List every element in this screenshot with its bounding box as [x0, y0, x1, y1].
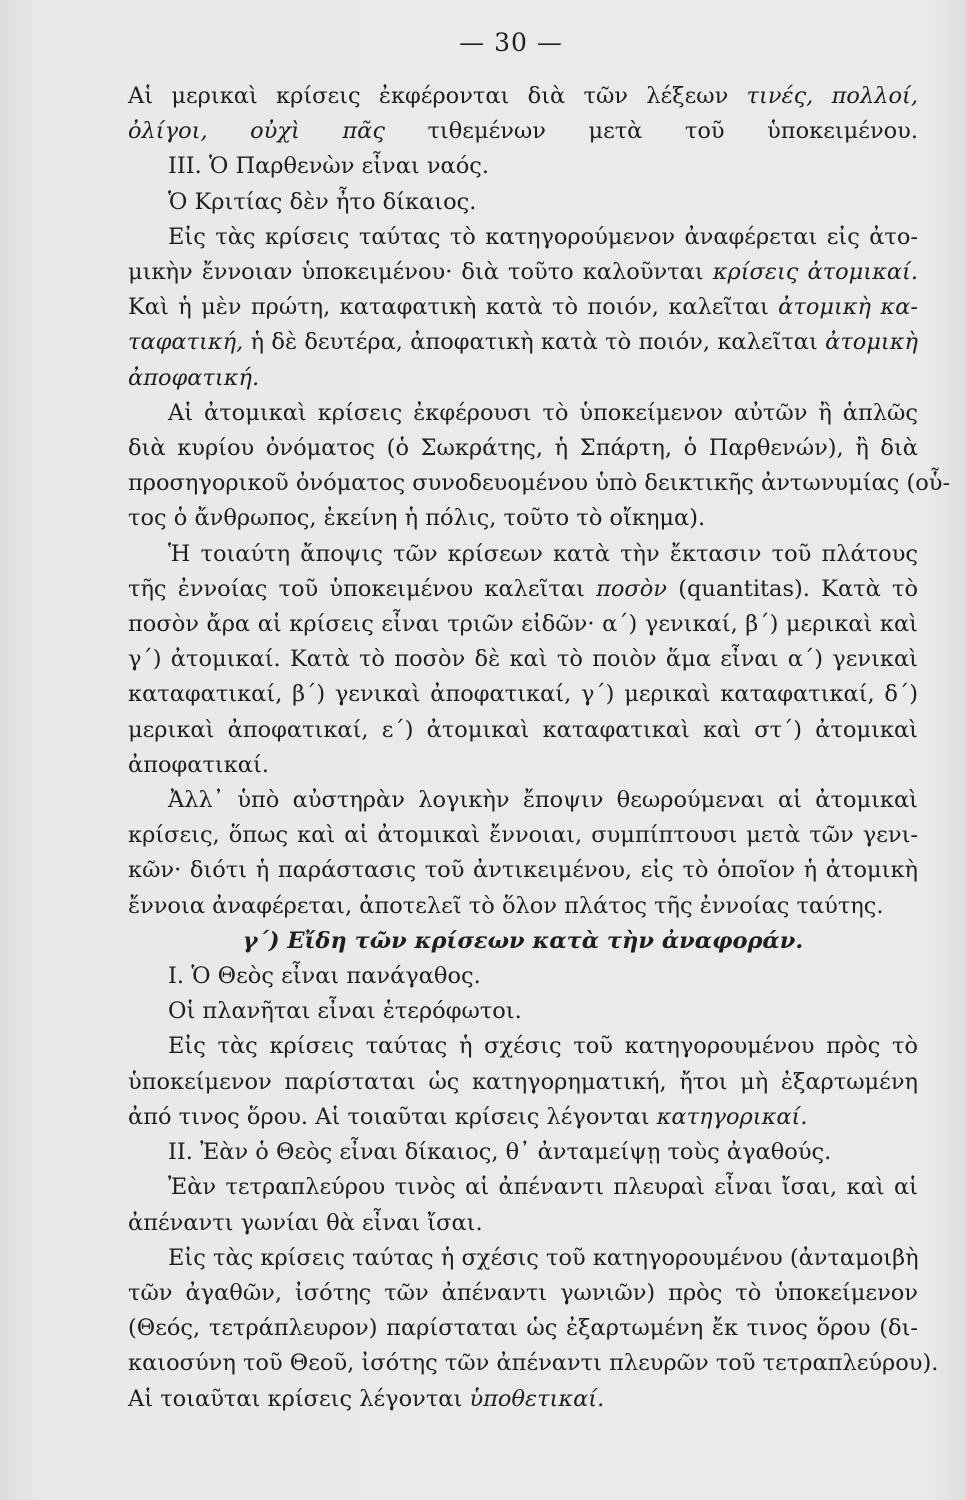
- text-line: [128, 466, 951, 501]
- text-segment: Οἱ πλανῆται εἶναι ἑτερόφωτοι.: [168, 998, 522, 1025]
- text-line: [128, 1311, 918, 1346]
- text-line: [128, 220, 918, 255]
- section-heading: [128, 924, 918, 959]
- text-segment: ἀτομικὴ: [825, 329, 918, 356]
- text-segment: Εἰς τὰς κρίσεις ταύτας ἡ σχέσις τοῦ κατηγορουμένου (ἀνταμοιβὴ: [168, 1244, 919, 1271]
- text-segment: μερικαὶ ἀποφατικαί, ε΄) ἀτομικαὶ καταφατικαὶ καὶ στ΄) ἀτομικαὶ: [128, 716, 918, 743]
- text-segment: Καὶ ἡ μὲν πρώτη, καταφατικὴ κατὰ τὸ ποιόν, καλεῖται: [128, 294, 779, 321]
- text-segment: καιοσύνη τοῦ Θεοῦ, ἰσότης τῶν ἀπέναντι πλευρῶν τοῦ τετραπλεύρου).: [128, 1350, 939, 1377]
- text-segment: Εἰς τὰς κρίσεις ταύτας τὸ κατηγορούμενον ἀναφέρεται εἰς ἀτο-: [168, 223, 918, 250]
- text-line: [128, 1029, 918, 1064]
- text-segment: Ὁ Κριτίας δὲν ἦτο δίκαιος.: [168, 188, 477, 215]
- text-segment: τῶν ἀγαθῶν, ἰσότης τῶν ἀπέναντι γωνιῶν) πρὸς τὸ ὑποκείμενον: [128, 1279, 918, 1306]
- text-segment: γ΄) Εἴδη τῶν κρίσεων κατὰ τὴν ἀναφοράν.: [242, 927, 804, 954]
- text-segment: ὀλίγοι, οὐχὶ πᾶς: [128, 118, 385, 145]
- text-line: [128, 889, 918, 924]
- text-line: [128, 959, 918, 994]
- text-segment: μικὴν ἔννοιαν ὑποκειμένου· διὰ τοῦτο καλοῦνται: [128, 259, 713, 286]
- text-segment: κρίσεις, ὅπως καὶ αἱ ἀτομικαὶ ἔννοιαι, συμπίπτουσι μετὰ τῶν γενι-: [128, 822, 918, 849]
- text-segment: (quantitas). Κατὰ τὸ: [666, 575, 919, 602]
- text-segment: I. Ὁ Θεὸς εἶναι πανάγαθος.: [168, 963, 481, 990]
- text-segment: Ἡ τοιαύτη ἄποψις τῶν κρίσεων κατὰ τὴν ἔκτασιν τοῦ πλάτους: [168, 540, 918, 567]
- text-line: [128, 1276, 918, 1311]
- text-segment: ἡ δὲ δευτέρα, ἀποφατικὴ κατὰ τὸ ποιόν, καλεῖται: [243, 329, 826, 356]
- text-line: [128, 1206, 918, 1241]
- text-line: [128, 1135, 918, 1170]
- text-segment: κατηγορικαί.: [656, 1103, 808, 1130]
- text-line: [128, 818, 918, 853]
- text-segment: τιθεμένων μετὰ τοῦ ὑποκειμένου.: [384, 118, 919, 145]
- text-line: [128, 290, 918, 325]
- text-line: [128, 501, 918, 536]
- text-segment: τῆς ἐννοίας τοῦ ὑποκειμένου καλεῖται: [128, 575, 597, 602]
- text-line: [128, 572, 918, 607]
- text-line: [128, 1346, 939, 1381]
- body-text: [128, 79, 951, 1417]
- text-segment: ὑποθετικαί.: [469, 1385, 605, 1412]
- text-segment: ποσὸν: [596, 575, 667, 602]
- text-line: [128, 677, 918, 712]
- text-line: [128, 1100, 918, 1135]
- text-line: [128, 642, 918, 677]
- text-segment: ποσὸν ἄρα αἱ κρίσεις εἶναι τριῶν εἰδῶν· α΄) γενικαί, β΄) μερικαὶ καὶ: [128, 611, 918, 638]
- text-segment: κῶν· διότι ἡ παράστασις τοῦ ἀντικειμένου, εἰς τὸ ὁποῖον ἡ ἀτομικὴ: [128, 857, 918, 884]
- text-segment: ἔννοια ἀναφέρεται, ἀποτελεῖ τὸ ὅλον πλάτος τῆς ἐννοίας ταύτης.: [128, 892, 884, 919]
- text-line: [128, 853, 918, 888]
- text-segment: Αἱ μερικαὶ κρίσεις ἐκφέρονται διὰ τῶν λέξεων: [128, 83, 747, 109]
- text-line: [128, 325, 918, 360]
- text-segment: III. Ὁ Παρθενὼν εἶναι ναός.: [168, 153, 490, 180]
- text-segment: ἀποφατικαί.: [128, 751, 269, 778]
- text-line: [128, 1065, 918, 1100]
- text-line: [128, 1170, 918, 1205]
- text-segment: Εἰς τὰς κρίσεις ταύτας ἡ σχέσις τοῦ κατηγορουμένου πρὸς τὸ: [168, 1033, 918, 1060]
- text-line: [128, 748, 918, 783]
- text-line: [128, 994, 918, 1029]
- text-line: [128, 255, 918, 290]
- text-line: [128, 713, 918, 748]
- text-line: [128, 431, 918, 466]
- text-segment: ταφατική,: [128, 329, 244, 356]
- text-line: [128, 79, 918, 114]
- text-line: [128, 1241, 918, 1276]
- text-segment: Αἱ τοιαῦται κρίσεις λέγονται: [128, 1385, 470, 1412]
- text-segment: Ἐὰν τετραπλεύρου τινὸς αἱ ἀπέναντι πλευραὶ εἶναι ἴσαι, καὶ αἱ: [168, 1174, 918, 1201]
- text-segment: προσηγορικοῦ ὀνόματος συνοδευομένου ὑπὸ δεικτικῆς ἀντωνυμίας (οὗ-: [128, 470, 951, 497]
- text-segment: ἀτομικὴ κα-: [778, 294, 918, 321]
- text-line: [128, 1382, 918, 1417]
- text-line: [128, 537, 918, 572]
- text-line: [128, 607, 918, 642]
- text-segment: ἀπό τινος ὅρου. Αἱ τοιαῦται κρίσεις λέγονται: [128, 1103, 657, 1130]
- text-segment: II. Ἐὰν ὁ Θεὸς εἶναι δίκαιος, θ᾿ ἀνταμείψῃ τοὺς ἀγαθούς.: [168, 1139, 832, 1166]
- text-line: [128, 361, 918, 396]
- text-segment: (Θεός, τετράπλευρον) παρίσταται ὡς ἐξαρτωμένη ἔκ τινος ὅρου (δι-: [128, 1315, 918, 1342]
- text-segment: τος ὁ ἄνθρωπος, ἐκείνη ἡ πόλις, τοῦτο τὸ οἴκημα).: [128, 505, 706, 532]
- text-line: [128, 149, 918, 184]
- text-line: [128, 396, 918, 431]
- text-segment: κρίσεις ἀτομικαί.: [712, 259, 918, 286]
- text-segment: ὑποκείμενον παρίσταται ὡς κατηγορηματική, ἤτοι μὴ ἐξαρτωμένη: [128, 1068, 918, 1095]
- text-segment: Αἱ ἀτομικαὶ κρίσεις ἐκφέρουσι τὸ ὑποκείμενον αὐτῶν ἢ ἁπλῶς: [168, 399, 918, 426]
- text-segment: διὰ κυρίου ὀνόματος (ὁ Σωκράτης, ἡ Σπάρτη, ὁ Παρθενών), ἢ διὰ: [128, 435, 918, 462]
- text-segment: ἀποφατική.: [128, 364, 260, 391]
- text-segment: ἀπέναντι γωνίαι θὰ εἶναι ἴσαι.: [128, 1209, 483, 1236]
- text-segment: καταφατικαί, β΄) γενικαὶ ἀποφατικαί, γ΄) μερικαὶ καταφατικαί, δ΄): [128, 681, 918, 708]
- text-segment: Ἀλλ᾿ ὑπὸ αὐστηρὰν λογικὴν ἔποψιν θεωρούμεναι αἱ ἀτομικαὶ: [168, 787, 918, 814]
- text-line: [128, 783, 918, 818]
- text-segment: τινές, πολλοί,: [746, 83, 918, 109]
- text-line: [128, 185, 918, 220]
- text-segment: γ΄) ἀτομικαί. Κατὰ τὸ ποσὸν δὲ καὶ τὸ ποιὸν ἅμα εἶναι α΄) γενικαὶ: [128, 646, 918, 673]
- page-number: — 30 —: [459, 28, 563, 57]
- text-line: [128, 114, 918, 149]
